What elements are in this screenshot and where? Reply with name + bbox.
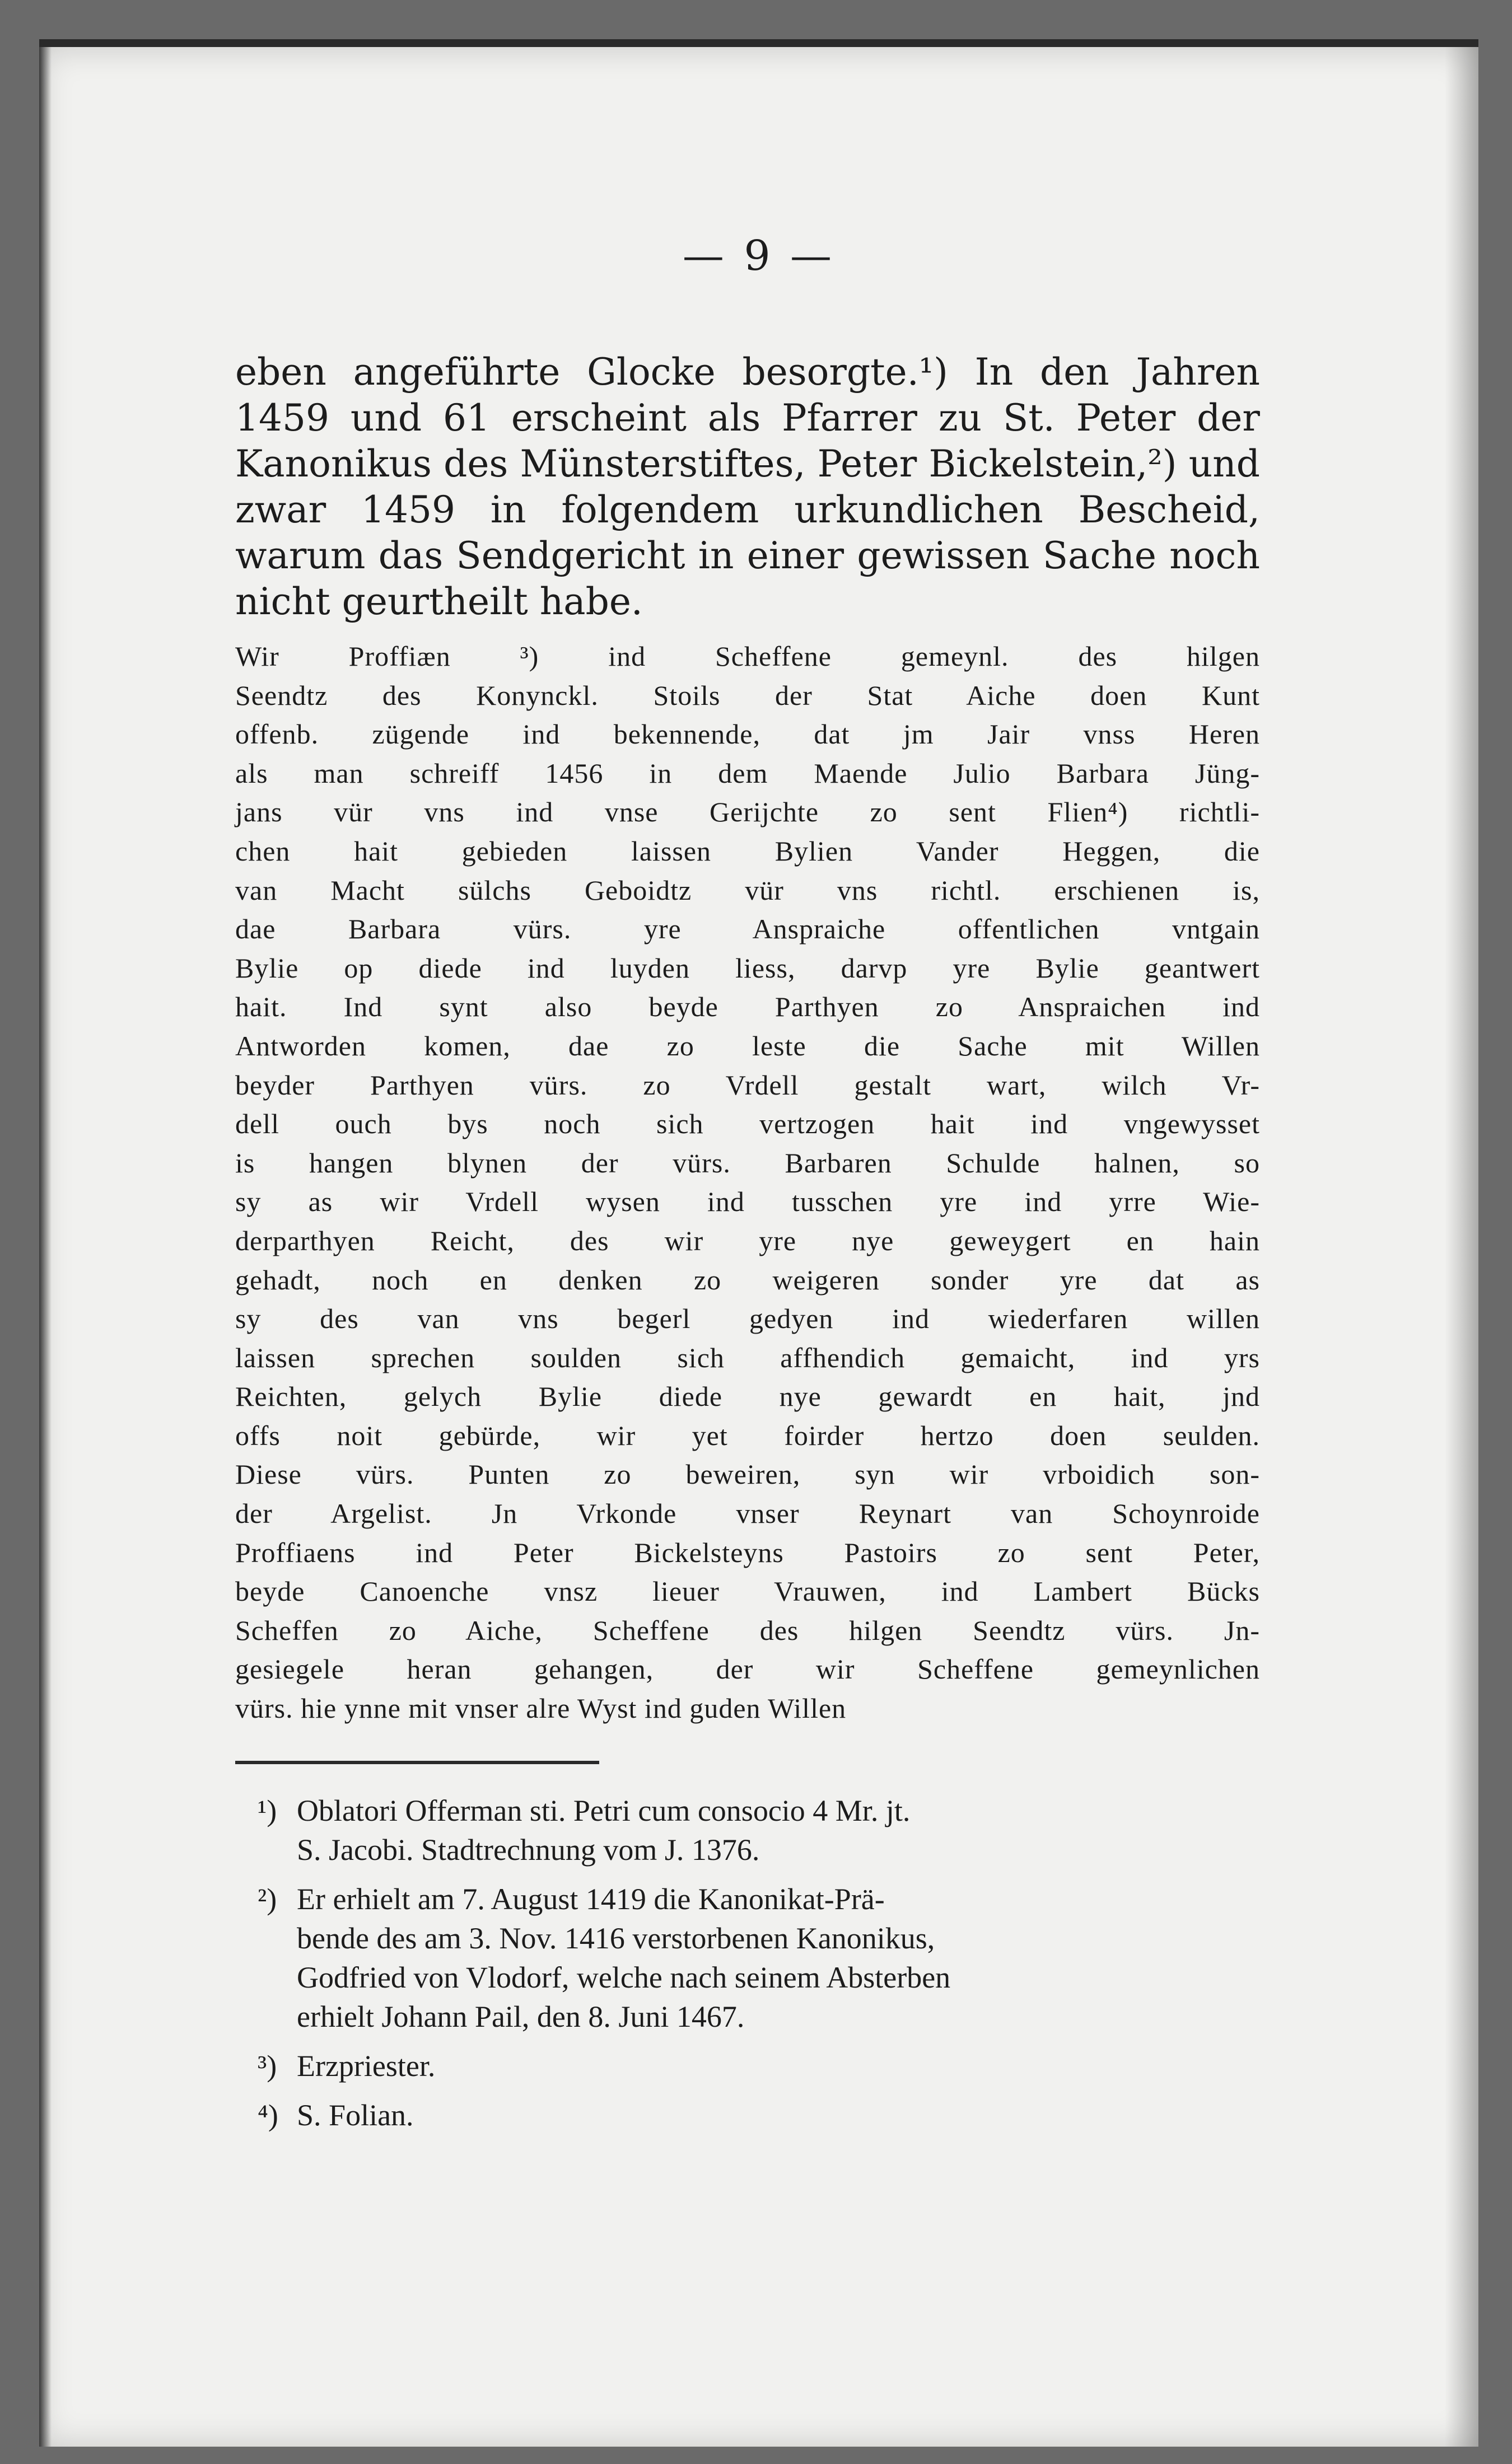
quote-line: dae Barbara vürs. yre Anspraiche offentlichen vntgain	[235, 913, 1260, 945]
quote-line: laissen sprechen soulden sich affhendich gemaicht, ind yrs	[235, 1341, 1260, 1373]
quote-line: hait. Ind synt also beyde Parthyen zo Anspraichen ind	[235, 991, 1260, 1023]
quote-line: chen hait gebieden laissen Bylien Vander Heggen, die	[235, 835, 1260, 867]
quote-line: gesiegele heran gehangen, der wir Scheffene gemeynlichen	[235, 1653, 1260, 1685]
footnote-line: erhielt Johann Pail, den 8. Juni 1467.	[297, 1999, 745, 2033]
book-page	[39, 39, 1478, 2447]
quote-line: Diese vürs. Punten zo beweiren, syn wir vrboidich son-	[235, 1458, 1260, 1490]
footnote-separator-rule	[235, 1761, 599, 1764]
quote-line: dell ouch bys noch sich vertzogen hait ind vngewysset	[235, 1108, 1260, 1140]
footnote-mark: ³)	[258, 2049, 277, 2083]
quote-line: als man schreiff 1456 in dem Maende Julio Barbara Jüng-	[235, 757, 1260, 789]
footnote-line: Erzpriester.	[297, 2049, 436, 2083]
footnote	[258, 1879, 1260, 2036]
quote-line: Bylie op diede ind luyden liess, darvp yre Bylie geantwert	[235, 952, 1260, 984]
footnote-mark: ¹)	[258, 1793, 277, 1827]
page-edge-shadow-right	[1445, 47, 1478, 2447]
footnote-line: Er erhielt am 7. August 1419 die Kanonikat-Prä-	[297, 1882, 885, 1916]
quoted-document	[235, 637, 1260, 1728]
footnote-line: Oblatori Offerman sti. Petri cum consocio 4 Mr. jt.	[297, 1793, 911, 1827]
quote-line: Scheffen zo Aiche, Scheffene des hilgen Seendtz vürs. Jn-	[235, 1614, 1260, 1646]
footnote-text	[297, 2096, 1260, 2135]
footnote-line: S. Jacobi. Stadtrechnung vom J. 1376.	[297, 1832, 760, 1867]
quote-line: is hangen blynen der vürs. Barbaren Schulde halnen, so	[235, 1147, 1260, 1179]
footnote-line: Godfried von Vlodorf, welche nach seinem Absterben	[297, 1960, 951, 1994]
quote-line: Seendtz des Konynckl. Stoils der Stat Aiche doen Kunt	[235, 679, 1260, 711]
quote-line: offenb. zügende ind bekennende, dat jm Jair vnss Heren	[235, 718, 1260, 750]
quote-line: sy des van vns begerl gedyen ind wiederfaren willen	[235, 1303, 1260, 1335]
quote-line: beyder Parthyen vürs. zo Vrdell gestalt wart, wilch Vr-	[235, 1069, 1260, 1101]
quote-line: Proffiaens ind Peter Bickelsteyns Pastoirs zo sent Peter,	[235, 1536, 1260, 1568]
page-content	[235, 349, 1260, 2145]
lead-paragraph: eben angeführte Glocke besorgte.¹) In den Jahren 1459 und 61 erscheint als Pfarrer zu St. Peter der Kanonikus des Münsterstiftes, Peter Bickelstein,²) und zwar 1459 in folgendem urkundlichen Bescheid, warum das Sendgericht in einer gewissen Sache noch nicht geurtheilt habe.	[235, 350, 1260, 623]
quote-line: offs noit gebürde, wir yet foirder hertzo doen seulden.	[235, 1419, 1260, 1451]
footnotes	[235, 1791, 1260, 2135]
footnote-text	[297, 2046, 1260, 2086]
footnote	[258, 2046, 1260, 2086]
quote-line: Wir Proffiæn ³) ind Scheffene gemeynl. des hilgen	[235, 640, 1260, 672]
quote-line: Antworden komen, dae zo leste die Sache mit Willen	[235, 1030, 1260, 1062]
quote-line: jans vür vns ind vnse Gerijchte zo sent Flien⁴) richtli-	[235, 796, 1260, 828]
footnote	[258, 1791, 1260, 1869]
quote-line: beyde Canoenche vnsz lieuer Vrauwen, ind Lambert Bücks	[235, 1575, 1260, 1607]
page-edge-shadow-left	[39, 47, 52, 2447]
quote-line: der Argelist. Jn Vrkonde vnser Reynart van Schoynroide	[235, 1498, 1260, 1530]
quote-line: gehadt, noch en denken zo weigeren sonder yre dat as	[235, 1264, 1260, 1296]
quote-line: derparthyen Reicht, des wir yre nye geweygert en hain	[235, 1224, 1260, 1256]
footnote-line: S. Folian.	[297, 2098, 414, 2132]
quote-line: van Macht sülchs Geboidtz vür vns richtl. erschienen is,	[235, 874, 1260, 906]
footnote-text	[297, 1879, 1260, 2036]
footnote-line: bende des am 3. Nov. 1416 verstorbenen Kanonikus,	[297, 1921, 935, 1955]
quote-line: Reichten, gelych Bylie diede nye gewardt en hait, jnd	[235, 1381, 1260, 1413]
footnote	[258, 2096, 1260, 2135]
footnote-text	[297, 1791, 1260, 1869]
quote-line: vürs. hie ynne mit vnser alre Wyst ind guden Willen	[235, 1692, 847, 1724]
footnote-mark: ⁴)	[258, 2098, 278, 2132]
page-number: — 9 —	[682, 232, 836, 280]
footnote-mark: ²)	[258, 1882, 277, 1916]
quote-line: sy as wir Vrdell wysen ind tusschen yre ind yrre Wie-	[235, 1186, 1260, 1218]
